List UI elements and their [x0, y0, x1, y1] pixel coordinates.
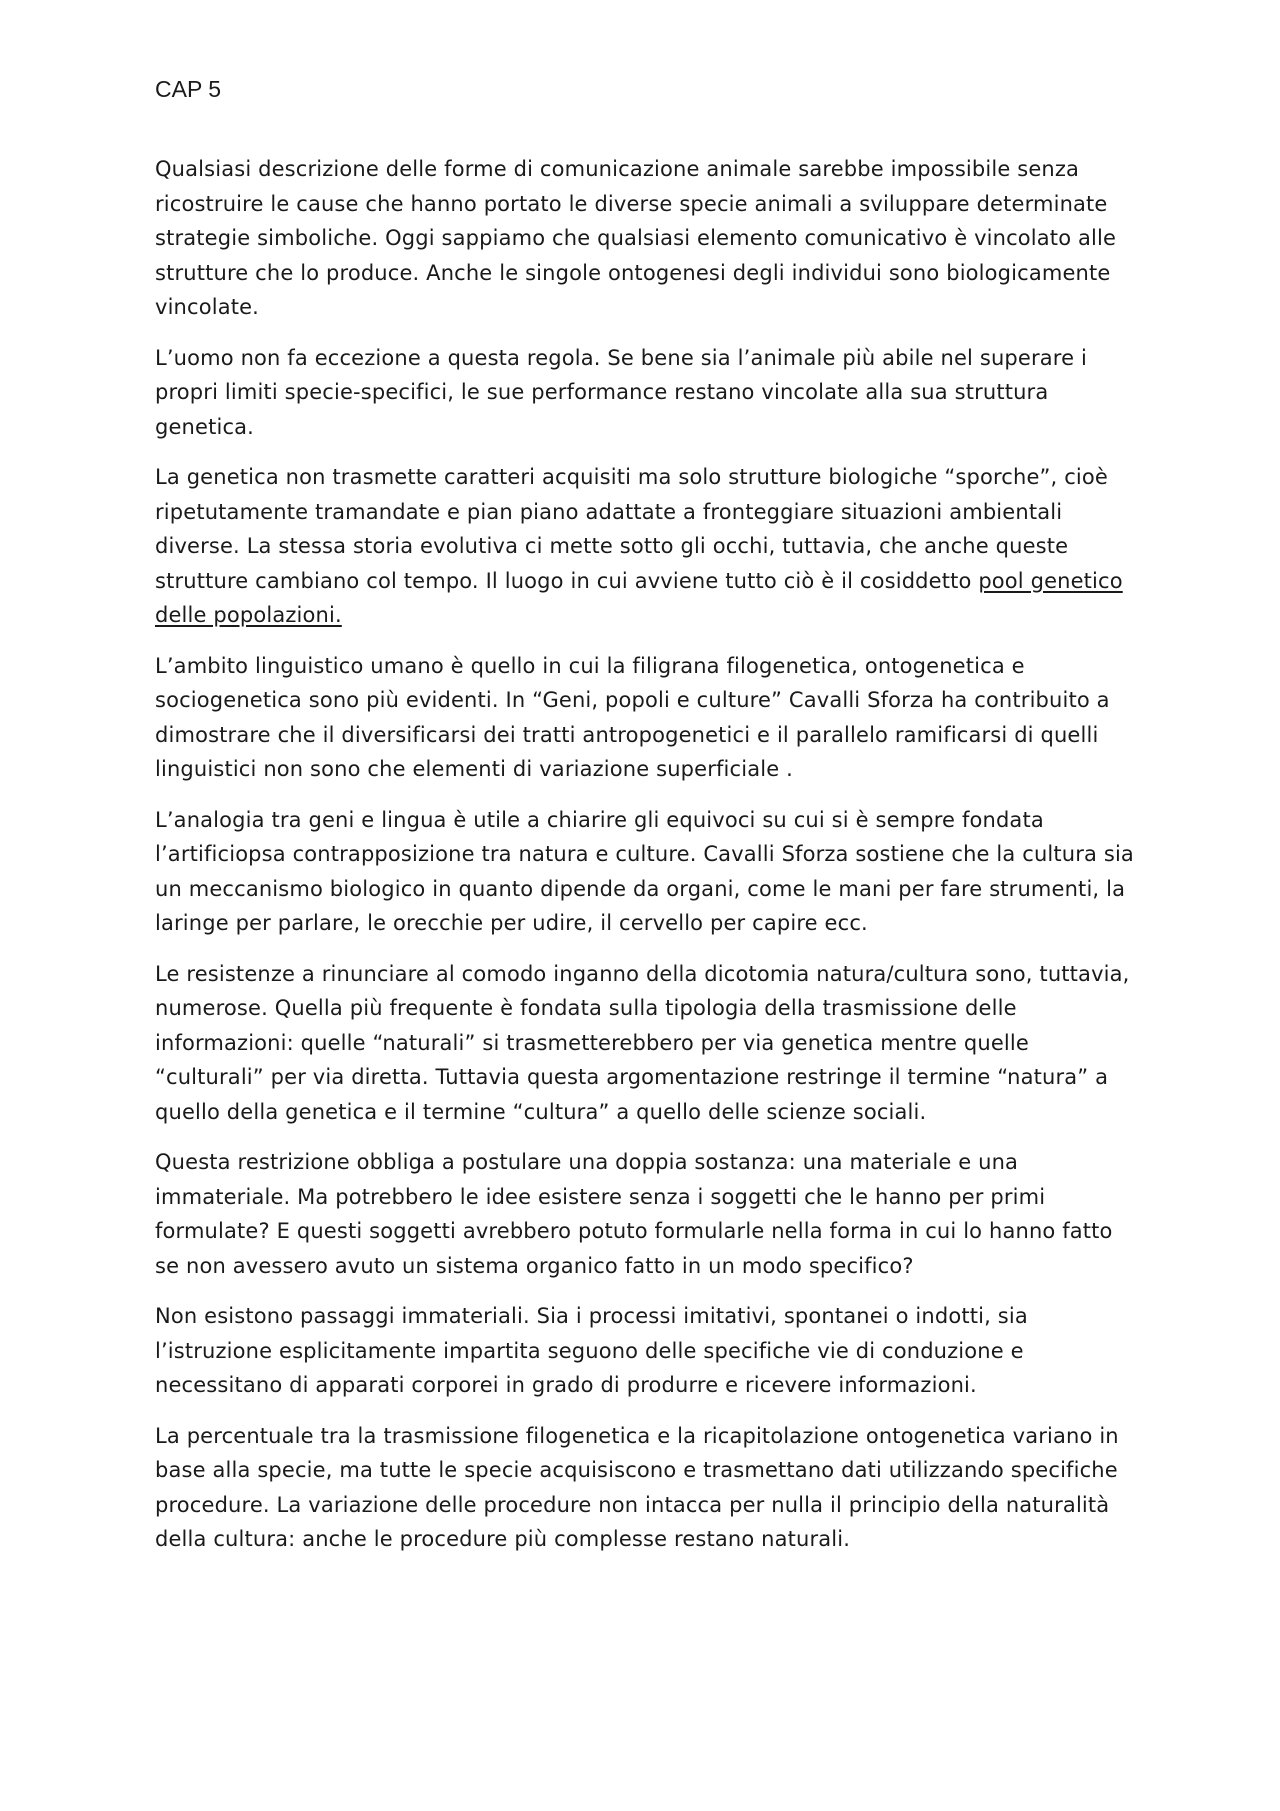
paragraph-1: Qualsiasi descrizione delle forme di comunicazione animale sarebbe impossibile senza ricostruire le cause che hanno portato le diverse specie animali a sviluppare determinate strategie simboliche. Oggi sappiamo che qualsiasi elemento comunicativo è vincolato alle strutture che lo produce. Anche le singole ontogenesi degli individui sono biologicamente vincolate. [155, 157, 1117, 319]
paragraph-3 [155, 460, 1135, 633]
paragraph-5: L’analogia tra geni e lingua è utile a chiarire gli equivoci su cui si è sempre fondata l’artificiopsa contrapposizione tra natura e culture. Cavalli Sforza sostiene che la cultura sia un meccanismo biologico in quanto dipende da organi, come le mani per fare strumenti, la laringe per parlare, le orecchie per udire, il cervello per capire ecc. [155, 807, 1134, 935]
underlined-term: pool genetico delle popolazioni. [155, 568, 1123, 627]
paragraph-2: L’uomo non fa eccezione a questa regola. Se bene sia l’animale più abile nel superare i propri limiti specie-specifici, le sue performance restano vincolate alla sua struttura genetica. [155, 345, 1087, 439]
document-body [155, 152, 1135, 1573]
chapter-title: CAP 5 [155, 76, 222, 102]
paragraph-9: La percentuale tra la trasmissione filogenetica e la ricapitolazione ontogenetica variano in base alla specie, ma tutte le specie acquisiscono e trasmettano dati utilizzando specifiche procedure. La variazione delle procedure non intacca per nulla il principio della naturalità della cultura: anche le procedure più complesse restano naturali. [155, 1423, 1119, 1551]
paragraph-3-text: La genetica non trasmette caratteri acquisiti ma solo strutture biologiche “sporche”, cioè ripetutamente tramandate e pian piano adattate a fronteggiare situazioni ambientali diverse. La stessa storia evolutiva ci mette sotto gli occhi, tuttavia, che anche queste strutture cambiano col tempo. Il luogo in cui avviene tutto ciò è il cosiddetto [155, 465, 1108, 593]
paragraph-7: Questa restrizione obbliga a postulare una doppia sostanza: una materiale e una immateriale. Ma potrebbero le idee esistere senza i soggetti che le hanno per primi formulate? E questi soggetti avrebbero potuto formularle nella forma in cui lo hanno fatto se non avessero avuto un sistema organico fatto in un modo specifico? [155, 1150, 1113, 1278]
paragraph-8: Non esistono passaggi immateriali. Sia i processi imitativi, spontanei o indotti, sia l’istruzione esplicitamente impartita seguono delle specifiche vie di conduzione e necessitano di apparati corporei in grado di produrre e ricevere informazioni. [155, 1304, 1028, 1397]
paragraph-6: Le resistenze a rinunciare al comodo inganno della dicotomia natura/cultura sono, tuttavia, numerose. Quella più frequente è fondata sulla tipologia della trasmissione delle informazioni: quelle “naturali” si trasmetterebbero per via genetica mentre quelle “culturali” per via diretta. Tuttavia questa argomentazione restringe il termine “natura” a quello della genetica e il termine “cultura” a quello delle scienze sociali. [155, 961, 1130, 1124]
paragraph-4: L’ambito linguistico umano è quello in cui la filigrana filogenetica, ontogenetica e sociogenetica sono più evidenti. In “Geni, popoli e culture” Cavalli Sforza ha contribuito a dimostrare che il diversificarsi dei tratti antropogenetici e il parallelo ramificarsi di quelli linguistici non sono che elementi di variazione superficiale . [155, 653, 1110, 781]
